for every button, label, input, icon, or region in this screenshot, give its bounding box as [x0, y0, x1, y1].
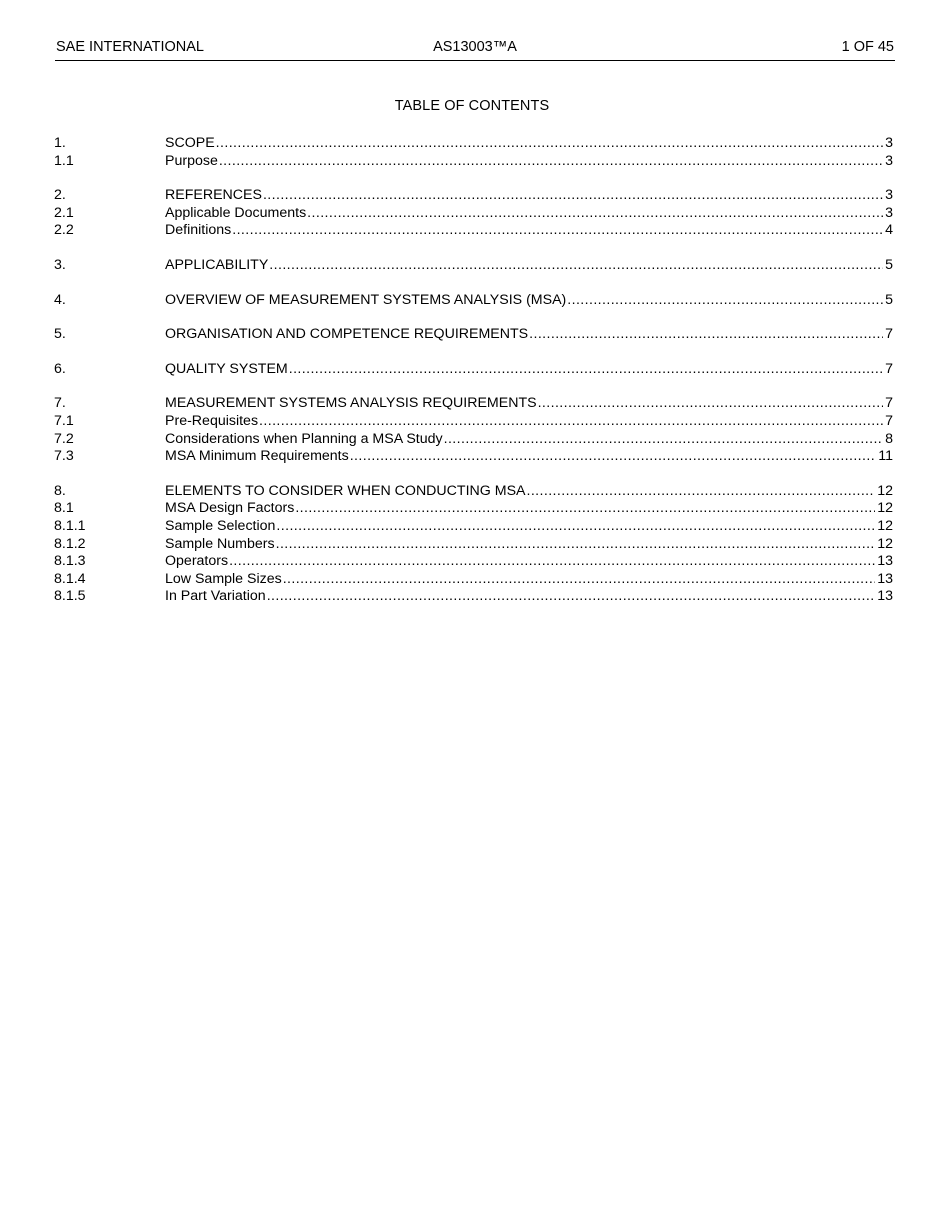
toc-dot-leader: [219, 153, 883, 171]
toc-dot-leader: [529, 326, 883, 344]
toc-entry-label: OVERVIEW OF MEASUREMENT SYSTEMS ANALYSIS (MSA): [165, 291, 567, 308]
toc-entry[interactable]: [54, 500, 893, 518]
toc-entry[interactable]: [54, 413, 893, 431]
toc-entry-page: 3: [885, 204, 893, 221]
toc-entry-page: 13: [877, 570, 893, 587]
toc-entry-text: [165, 153, 883, 171]
toc-entry-label: MSA Minimum Requirements: [165, 448, 349, 465]
toc-entry-number: 8.1: [54, 500, 74, 517]
toc-entry-label: Sample Numbers: [165, 535, 275, 552]
toc-dot-leader: [276, 536, 876, 554]
toc-entry-page: 7: [885, 412, 893, 429]
toc-entry-text: [165, 205, 883, 223]
toc-entry-page: 5: [885, 291, 893, 308]
toc-entry-label: QUALITY SYSTEM: [165, 360, 288, 377]
toc-entry[interactable]: [54, 187, 893, 205]
toc-dot-leader: [289, 361, 883, 379]
toc-entry-page: 8: [885, 430, 893, 447]
toc-dot-leader: [283, 571, 876, 589]
header-organization: SAE INTERNATIONAL: [56, 39, 204, 55]
toc-entry-number: 1.1: [54, 152, 74, 169]
toc-entry-page: 12: [877, 482, 893, 499]
toc-entry-label: REFERENCES: [165, 187, 262, 204]
toc-entry-page: 13: [877, 588, 893, 605]
toc-entry[interactable]: [54, 292, 893, 310]
toc-entry-text: [165, 361, 883, 379]
toc-entry-page: 12: [877, 500, 893, 517]
toc-entry-number: 6.: [54, 360, 66, 377]
toc-entry-text: [165, 413, 883, 431]
toc-dot-leader: [527, 483, 876, 501]
toc-entry-text: [165, 588, 875, 606]
toc-entry-number: 4.: [54, 291, 66, 308]
toc-dot-leader: [229, 553, 875, 571]
toc-entry[interactable]: [54, 205, 893, 223]
toc-entry-label: Considerations when Planning a MSA Study: [165, 430, 443, 447]
toc-entry[interactable]: [54, 588, 893, 606]
toc-entry-text: [165, 431, 883, 449]
toc-entry[interactable]: [54, 153, 893, 171]
toc-entry-text: [165, 518, 875, 536]
toc-entry-page: 3: [885, 152, 893, 169]
toc-entry-text: [165, 448, 876, 466]
toc-entry-text: [165, 536, 875, 554]
toc-entry-page: 5: [885, 256, 893, 273]
toc-section-group: [54, 483, 893, 606]
toc-entry-text: [165, 395, 883, 413]
toc-entry[interactable]: [54, 257, 893, 275]
toc-entry-label: Applicable Documents: [165, 204, 307, 221]
toc-entry-text: [165, 222, 883, 240]
toc-entry-number: 8.1.1: [54, 517, 86, 534]
toc-entry[interactable]: [54, 553, 893, 571]
toc-entry[interactable]: [54, 222, 893, 240]
toc-entry-label: Low Sample Sizes: [165, 570, 282, 587]
toc-entry-number: 7.2: [54, 430, 74, 447]
toc-entry-label: Operators: [165, 553, 229, 570]
toc-entry-text: [165, 553, 875, 571]
toc-entry[interactable]: [54, 361, 893, 379]
toc-entry-number: 8.1.5: [54, 588, 86, 605]
toc-dot-leader: [444, 431, 883, 449]
toc-entry[interactable]: [54, 448, 893, 466]
toc-entry-text: [165, 187, 883, 205]
toc-entry-page: 12: [877, 517, 893, 534]
toc-entry-label: Purpose: [165, 152, 218, 169]
toc-entry[interactable]: [54, 431, 893, 449]
toc-entry[interactable]: [54, 536, 893, 554]
page-header: [55, 38, 895, 61]
toc-dot-leader: [269, 257, 883, 275]
table-of-contents: [54, 135, 893, 623]
toc-entry-label: ELEMENTS TO CONSIDER WHEN CONDUCTING MSA: [165, 482, 526, 499]
toc-entry-label: MEASUREMENT SYSTEMS ANALYSIS REQUIREMENTS: [165, 395, 537, 412]
toc-entry-page: 4: [885, 222, 893, 239]
toc-dot-leader: [232, 222, 883, 240]
toc-entry[interactable]: [54, 483, 893, 501]
toc-section-group: [54, 292, 893, 310]
toc-section-group: [54, 187, 893, 240]
toc-entry[interactable]: [54, 518, 893, 536]
toc-dot-leader: [567, 292, 883, 310]
toc-dot-leader: [276, 518, 875, 536]
toc-entry-text: [165, 571, 875, 589]
toc-section-group: [54, 135, 893, 170]
toc-entry-page: 3: [885, 135, 893, 151]
toc-dot-leader: [267, 588, 876, 606]
toc-entry-number: 8.1.4: [54, 570, 86, 587]
toc-section-group: [54, 326, 893, 344]
toc-entry[interactable]: [54, 326, 893, 344]
toc-dot-leader: [350, 448, 877, 466]
toc-entry-number: 5.: [54, 326, 66, 343]
toc-entry-number: 8.1.2: [54, 535, 86, 552]
toc-section-group: [54, 395, 893, 465]
toc-entry-text: [165, 326, 883, 344]
toc-entry-page: 11: [878, 448, 893, 465]
toc-entry[interactable]: [54, 571, 893, 589]
toc-entry-page: 7: [885, 360, 893, 377]
toc-entry-number: 2.2: [54, 222, 74, 239]
toc-entry-text: [165, 257, 883, 275]
header-page-number: 1 OF 45: [841, 39, 894, 55]
toc-entry-text: [165, 500, 875, 518]
toc-entry-label: Definitions: [165, 222, 232, 239]
toc-entry-number: 7.: [54, 395, 66, 412]
toc-dot-leader: [259, 413, 883, 431]
toc-entry-page: 3: [885, 187, 893, 204]
toc-entry-text: [165, 135, 883, 153]
toc-entry-label: Pre-Requisites: [165, 412, 259, 429]
toc-dot-leader: [263, 187, 883, 205]
toc-entry-number: 7.3: [54, 448, 74, 465]
toc-entry-number: 3.: [54, 256, 66, 273]
toc-entry-page: 13: [877, 553, 893, 570]
toc-entry-label: ORGANISATION AND COMPETENCE REQUIREMENTS: [165, 326, 529, 343]
toc-section-group: [54, 257, 893, 275]
toc-entry-number: 2.1: [54, 204, 74, 221]
toc-entry[interactable]: [54, 395, 893, 413]
toc-entry-number: 2.: [54, 187, 66, 204]
toc-entry-number: 7.1: [54, 412, 74, 429]
toc-entry-number: 8.1.3: [54, 553, 86, 570]
toc-entry-label: MSA Design Factors: [165, 500, 295, 517]
toc-title: TABLE OF CONTENTS: [394, 98, 550, 114]
toc-entry-text: [165, 483, 875, 501]
toc-dot-leader: [216, 135, 883, 153]
toc-entry-label: APPLICABILITY: [165, 256, 269, 273]
toc-dot-leader: [295, 500, 875, 518]
toc-entry-page: 7: [885, 326, 893, 343]
toc-entry-page: 7: [885, 395, 893, 412]
toc-entry-number: 8.: [54, 482, 66, 499]
header-document-number: AS13003™A: [433, 39, 517, 55]
toc-entry-label: Sample Selection: [165, 517, 276, 534]
toc-entry-label: In Part Variation: [165, 588, 266, 605]
toc-entry-number: 1.: [54, 135, 66, 151]
toc-entry-page: 12: [877, 535, 893, 552]
toc-dot-leader: [538, 395, 884, 413]
toc-dot-leader: [307, 205, 883, 223]
toc-entry-label: SCOPE: [165, 135, 215, 151]
toc-entry[interactable]: [54, 135, 893, 153]
toc-entry-text: [165, 292, 883, 310]
toc-section-group: [54, 361, 893, 379]
